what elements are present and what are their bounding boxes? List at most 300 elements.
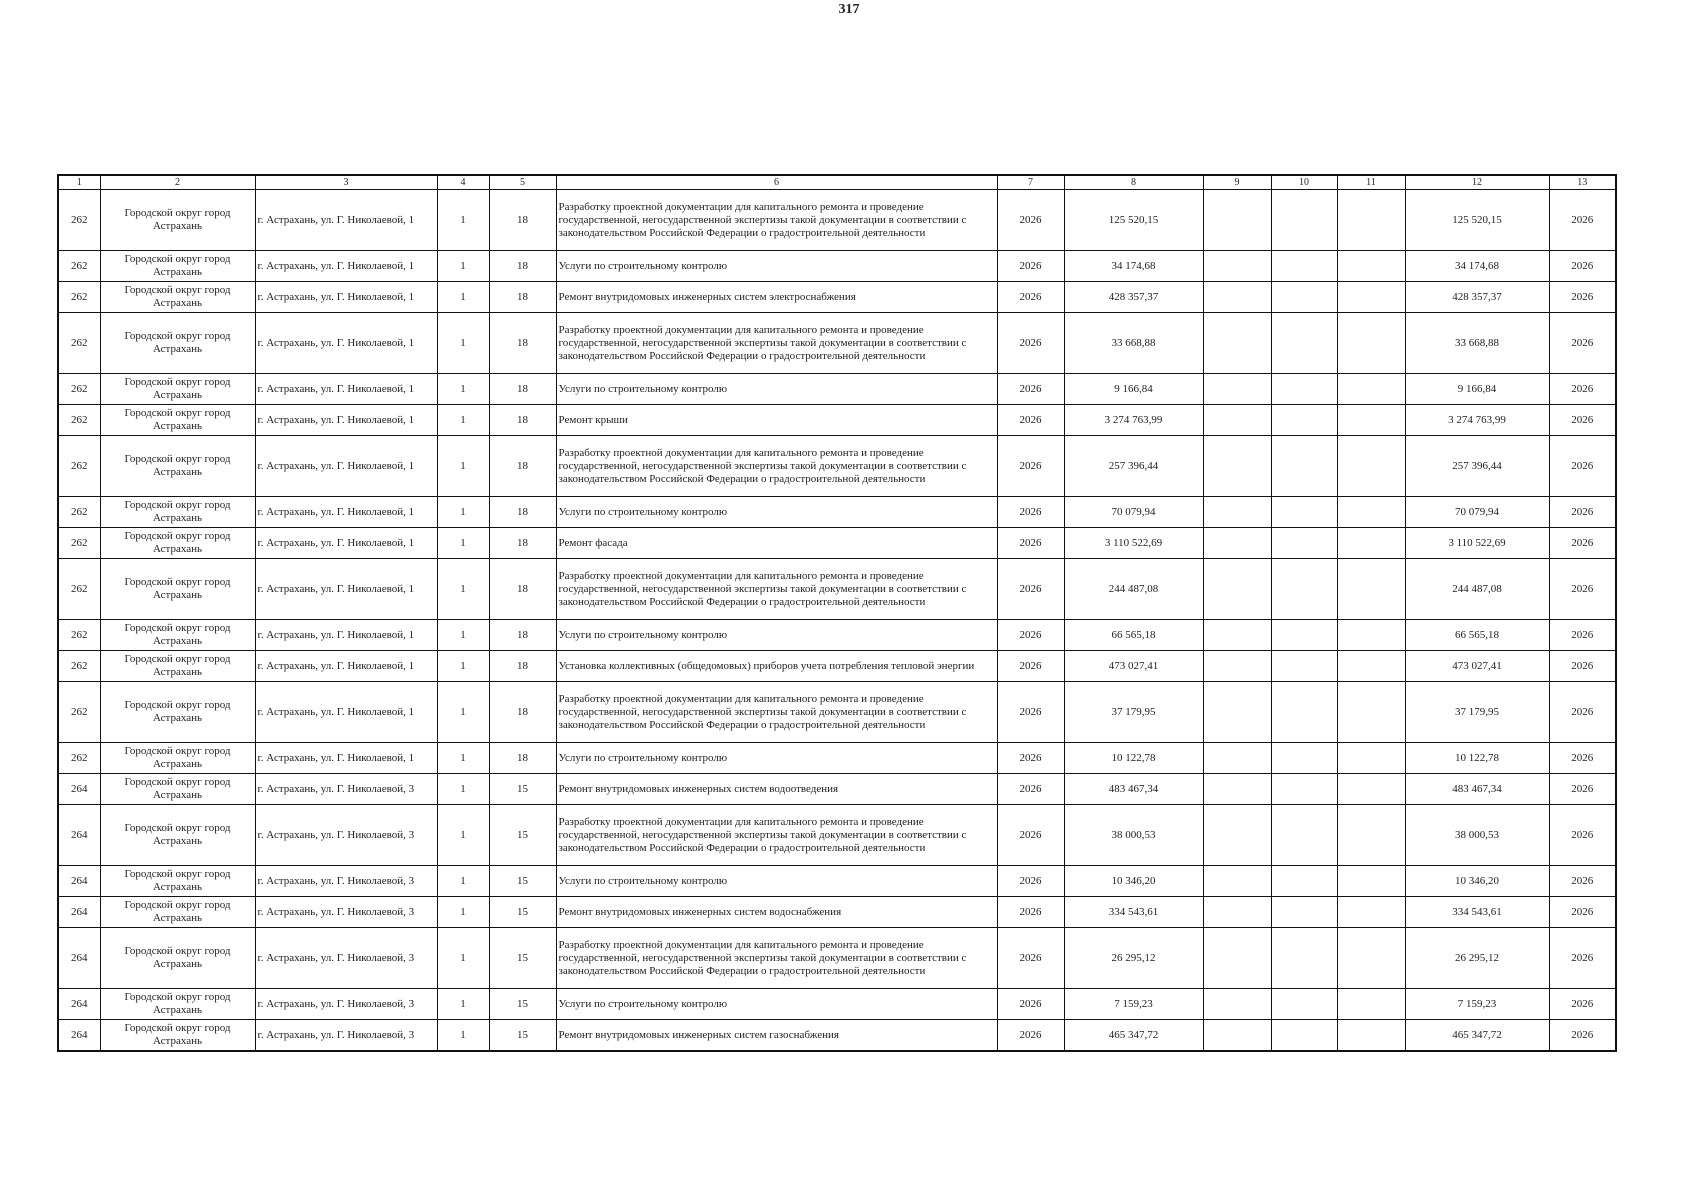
year-cell: 2026 xyxy=(997,928,1064,989)
amount-cell: 33 668,88 xyxy=(1064,313,1203,374)
municipality-cell: Городской округ город Астрахань xyxy=(100,528,255,559)
work-type-cell: Услуги по строительному контролю xyxy=(556,866,997,897)
amount-cell: 244 487,08 xyxy=(1064,559,1203,620)
column-4-cell: 1 xyxy=(437,251,489,282)
year-cell: 2026 xyxy=(997,682,1064,743)
column-11-cell xyxy=(1337,251,1405,282)
table-row xyxy=(58,497,1616,528)
table-row xyxy=(58,436,1616,497)
column-10-cell xyxy=(1271,190,1337,251)
row-number: 262 xyxy=(58,528,100,559)
table-row xyxy=(58,405,1616,436)
column-4-cell: 1 xyxy=(437,374,489,405)
work-type-cell: Разработку проектной документации для капитального ремонта и проведение государственной, негосударственной экспертизы такой документации в соответствии с законодательством Российской Федерации о градостроительной деятельности xyxy=(556,190,997,251)
amount-total-cell: 465 347,72 xyxy=(1405,1020,1549,1052)
column-9-cell xyxy=(1203,805,1271,866)
amount-cell: 37 179,95 xyxy=(1064,682,1203,743)
row-number: 262 xyxy=(58,436,100,497)
column-10-cell xyxy=(1271,774,1337,805)
row-number: 262 xyxy=(58,559,100,620)
year-cell: 2026 xyxy=(997,743,1064,774)
completion-year-cell: 2026 xyxy=(1549,282,1616,313)
work-type-cell: Ремонт внутридомовых инженерных систем водоснабжения xyxy=(556,897,997,928)
completion-year-cell: 2026 xyxy=(1549,805,1616,866)
table-row xyxy=(58,682,1616,743)
amount-total-cell: 37 179,95 xyxy=(1405,682,1549,743)
column-9-cell xyxy=(1203,313,1271,374)
year-cell: 2026 xyxy=(997,282,1064,313)
column-11-cell xyxy=(1337,282,1405,313)
column-10-cell xyxy=(1271,559,1337,620)
works-table xyxy=(57,174,1617,1052)
amount-cell: 66 565,18 xyxy=(1064,620,1203,651)
column-number-8: 8 xyxy=(1064,175,1203,190)
table-row xyxy=(58,190,1616,251)
column-11-cell xyxy=(1337,190,1405,251)
table-row xyxy=(58,620,1616,651)
work-type-cell: Ремонт фасада xyxy=(556,528,997,559)
municipality-cell: Городской округ город Астрахань xyxy=(100,928,255,989)
column-number-11: 11 xyxy=(1337,175,1405,190)
municipality-cell: Городской округ город Астрахань xyxy=(100,774,255,805)
work-type-cell: Услуги по строительному контролю xyxy=(556,989,997,1020)
address-cell: г. Астрахань, ул. Г. Николаевой, 1 xyxy=(255,682,437,743)
amount-cell: 3 274 763,99 xyxy=(1064,405,1203,436)
column-10-cell xyxy=(1271,313,1337,374)
column-4-cell: 1 xyxy=(437,559,489,620)
address-cell: г. Астрахань, ул. Г. Николаевой, 1 xyxy=(255,743,437,774)
municipality-cell: Городской округ город Астрахань xyxy=(100,559,255,620)
municipality-cell: Городской округ город Астрахань xyxy=(100,743,255,774)
municipality-cell: Городской округ город Астрахань xyxy=(100,405,255,436)
row-number: 262 xyxy=(58,282,100,313)
table-row xyxy=(58,774,1616,805)
amount-total-cell: 34 174,68 xyxy=(1405,251,1549,282)
address-cell: г. Астрахань, ул. Г. Николаевой, 1 xyxy=(255,559,437,620)
year-cell: 2026 xyxy=(997,497,1064,528)
municipality-cell: Городской округ город Астрахань xyxy=(100,866,255,897)
municipality-cell: Городской округ город Астрахань xyxy=(100,620,255,651)
amount-cell: 10 346,20 xyxy=(1064,866,1203,897)
column-10-cell xyxy=(1271,620,1337,651)
column-number-12: 12 xyxy=(1405,175,1549,190)
year-cell: 2026 xyxy=(997,774,1064,805)
address-cell: г. Астрахань, ул. Г. Николаевой, 1 xyxy=(255,313,437,374)
completion-year-cell: 2026 xyxy=(1549,866,1616,897)
address-cell: г. Астрахань, ул. Г. Николаевой, 1 xyxy=(255,651,437,682)
column-11-cell xyxy=(1337,374,1405,405)
municipality-cell: Городской округ город Астрахань xyxy=(100,651,255,682)
column-4-cell: 1 xyxy=(437,405,489,436)
column-11-cell xyxy=(1337,897,1405,928)
address-cell: г. Астрахань, ул. Г. Николаевой, 3 xyxy=(255,897,437,928)
column-11-cell xyxy=(1337,774,1405,805)
column-9-cell xyxy=(1203,651,1271,682)
amount-total-cell: 33 668,88 xyxy=(1405,313,1549,374)
table-row xyxy=(58,897,1616,928)
year-cell: 2026 xyxy=(997,405,1064,436)
amount-total-cell: 125 520,15 xyxy=(1405,190,1549,251)
year-cell: 2026 xyxy=(997,866,1064,897)
column-11-cell xyxy=(1337,651,1405,682)
amount-total-cell: 9 166,84 xyxy=(1405,374,1549,405)
amount-total-cell: 26 295,12 xyxy=(1405,928,1549,989)
column-10-cell xyxy=(1271,805,1337,866)
amount-total-cell: 66 565,18 xyxy=(1405,620,1549,651)
year-cell: 2026 xyxy=(997,313,1064,374)
amount-total-cell: 428 357,37 xyxy=(1405,282,1549,313)
municipality-cell: Городской округ город Астрахань xyxy=(100,374,255,405)
column-11-cell xyxy=(1337,682,1405,743)
year-cell: 2026 xyxy=(997,897,1064,928)
work-type-cell: Услуги по строительному контролю xyxy=(556,374,997,405)
column-9-cell xyxy=(1203,528,1271,559)
column-11-cell xyxy=(1337,313,1405,374)
completion-year-cell: 2026 xyxy=(1549,497,1616,528)
column-10-cell xyxy=(1271,682,1337,743)
column-10-cell xyxy=(1271,989,1337,1020)
address-cell: г. Астрахань, ул. Г. Николаевой, 1 xyxy=(255,374,437,405)
municipality-cell: Городской округ город Астрахань xyxy=(100,282,255,313)
column-5-cell: 18 xyxy=(489,559,556,620)
column-4-cell: 1 xyxy=(437,1020,489,1052)
page-number: 317 xyxy=(838,2,860,17)
amount-cell: 9 166,84 xyxy=(1064,374,1203,405)
column-10-cell xyxy=(1271,528,1337,559)
work-type-cell: Разработку проектной документации для капитального ремонта и проведение государственной, негосударственной экспертизы такой документации в соответствии с законодательством Российской Федерации о градостроительной деятельности xyxy=(556,436,997,497)
completion-year-cell: 2026 xyxy=(1549,989,1616,1020)
table-row xyxy=(58,989,1616,1020)
column-9-cell xyxy=(1203,989,1271,1020)
row-number: 264 xyxy=(58,989,100,1020)
column-5-cell: 18 xyxy=(489,405,556,436)
column-9-cell xyxy=(1203,559,1271,620)
address-cell: г. Астрахань, ул. Г. Николаевой, 1 xyxy=(255,620,437,651)
column-4-cell: 1 xyxy=(437,497,489,528)
work-type-cell: Услуги по строительному контролю xyxy=(556,497,997,528)
year-cell: 2026 xyxy=(997,620,1064,651)
year-cell: 2026 xyxy=(997,251,1064,282)
table-body xyxy=(58,190,1616,1052)
work-type-cell: Разработку проектной документации для капитального ремонта и проведение государственной, негосударственной экспертизы такой документации в соответствии с законодательством Российской Федерации о градостроительной деятельности xyxy=(556,805,997,866)
column-11-cell xyxy=(1337,497,1405,528)
column-10-cell xyxy=(1271,866,1337,897)
column-5-cell: 15 xyxy=(489,866,556,897)
completion-year-cell: 2026 xyxy=(1549,251,1616,282)
table-row xyxy=(58,1020,1616,1052)
column-5-cell: 18 xyxy=(489,497,556,528)
row-number: 262 xyxy=(58,374,100,405)
address-cell: г. Астрахань, ул. Г. Николаевой, 3 xyxy=(255,774,437,805)
year-cell: 2026 xyxy=(997,528,1064,559)
row-number: 262 xyxy=(58,251,100,282)
municipality-cell: Городской округ город Астрахань xyxy=(100,682,255,743)
work-type-cell: Разработку проектной документации для капитального ремонта и проведение государственной, негосударственной экспертизы такой документации в соответствии с законодательством Российской Федерации о градостроительной деятельности xyxy=(556,313,997,374)
column-4-cell: 1 xyxy=(437,313,489,374)
amount-total-cell: 483 467,34 xyxy=(1405,774,1549,805)
amount-total-cell: 10 122,78 xyxy=(1405,743,1549,774)
completion-year-cell: 2026 xyxy=(1549,743,1616,774)
work-type-cell: Установка коллективных (общедомовых) приборов учета потребления тепловой энергии xyxy=(556,651,997,682)
row-number: 262 xyxy=(58,497,100,528)
row-number: 264 xyxy=(58,805,100,866)
column-9-cell xyxy=(1203,251,1271,282)
municipality-cell: Городской округ город Астрахань xyxy=(100,805,255,866)
completion-year-cell: 2026 xyxy=(1549,559,1616,620)
table-row xyxy=(58,528,1616,559)
column-number-4: 4 xyxy=(437,175,489,190)
table-row xyxy=(58,928,1616,989)
completion-year-cell: 2026 xyxy=(1549,1020,1616,1052)
completion-year-cell: 2026 xyxy=(1549,682,1616,743)
year-cell: 2026 xyxy=(997,805,1064,866)
column-11-cell xyxy=(1337,928,1405,989)
column-4-cell: 1 xyxy=(437,866,489,897)
column-number-13: 13 xyxy=(1549,175,1616,190)
column-11-cell xyxy=(1337,866,1405,897)
column-5-cell: 15 xyxy=(489,805,556,866)
amount-total-cell: 244 487,08 xyxy=(1405,559,1549,620)
row-number: 262 xyxy=(58,405,100,436)
column-9-cell xyxy=(1203,282,1271,313)
address-cell: г. Астрахань, ул. Г. Николаевой, 1 xyxy=(255,436,437,497)
column-number-2: 2 xyxy=(100,175,255,190)
column-9-cell xyxy=(1203,497,1271,528)
column-number-5: 5 xyxy=(489,175,556,190)
column-9-cell xyxy=(1203,866,1271,897)
column-number-7: 7 xyxy=(997,175,1064,190)
column-number-1: 1 xyxy=(58,175,100,190)
municipality-cell: Городской округ город Астрахань xyxy=(100,1020,255,1052)
column-5-cell: 15 xyxy=(489,928,556,989)
table-row xyxy=(58,313,1616,374)
row-number: 264 xyxy=(58,928,100,989)
work-type-cell: Разработку проектной документации для капитального ремонта и проведение государственной, негосударственной экспертизы такой документации в соответствии с законодательством Российской Федерации о градостроительной деятельности xyxy=(556,928,997,989)
amount-total-cell: 38 000,53 xyxy=(1405,805,1549,866)
work-type-cell: Ремонт крыши xyxy=(556,405,997,436)
address-cell: г. Астрахань, ул. Г. Николаевой, 3 xyxy=(255,1020,437,1052)
column-4-cell: 1 xyxy=(437,897,489,928)
completion-year-cell: 2026 xyxy=(1549,528,1616,559)
row-number: 264 xyxy=(58,866,100,897)
amount-cell: 483 467,34 xyxy=(1064,774,1203,805)
column-number-9: 9 xyxy=(1203,175,1271,190)
row-number: 262 xyxy=(58,313,100,374)
amount-total-cell: 7 159,23 xyxy=(1405,989,1549,1020)
column-9-cell xyxy=(1203,928,1271,989)
municipality-cell: Городской округ город Астрахань xyxy=(100,251,255,282)
column-4-cell: 1 xyxy=(437,651,489,682)
amount-cell: 10 122,78 xyxy=(1064,743,1203,774)
completion-year-cell: 2026 xyxy=(1549,928,1616,989)
column-number-10: 10 xyxy=(1271,175,1337,190)
amount-cell: 465 347,72 xyxy=(1064,1020,1203,1052)
amount-total-cell: 70 079,94 xyxy=(1405,497,1549,528)
table-row xyxy=(58,743,1616,774)
column-11-cell xyxy=(1337,528,1405,559)
address-cell: г. Астрахань, ул. Г. Николаевой, 1 xyxy=(255,282,437,313)
row-number: 262 xyxy=(58,743,100,774)
municipality-cell: Городской округ город Астрахань xyxy=(100,989,255,1020)
column-4-cell: 1 xyxy=(437,282,489,313)
column-5-cell: 18 xyxy=(489,743,556,774)
table-row xyxy=(58,866,1616,897)
work-type-cell: Ремонт внутридомовых инженерных систем газоснабжения xyxy=(556,1020,997,1052)
column-11-cell xyxy=(1337,743,1405,774)
year-cell: 2026 xyxy=(997,989,1064,1020)
table-row xyxy=(58,559,1616,620)
year-cell: 2026 xyxy=(997,436,1064,497)
row-number: 262 xyxy=(58,682,100,743)
column-10-cell xyxy=(1271,497,1337,528)
column-9-cell xyxy=(1203,774,1271,805)
column-11-cell xyxy=(1337,1020,1405,1052)
municipality-cell: Городской округ город Астрахань xyxy=(100,497,255,528)
year-cell: 2026 xyxy=(997,374,1064,405)
column-10-cell xyxy=(1271,651,1337,682)
column-9-cell xyxy=(1203,682,1271,743)
work-type-cell: Ремонт внутридомовых инженерных систем электроснабжения xyxy=(556,282,997,313)
column-10-cell xyxy=(1271,374,1337,405)
column-11-cell xyxy=(1337,436,1405,497)
year-cell: 2026 xyxy=(997,651,1064,682)
table-row xyxy=(58,805,1616,866)
column-9-cell xyxy=(1203,190,1271,251)
work-type-cell: Ремонт внутридомовых инженерных систем водоотведения xyxy=(556,774,997,805)
municipality-cell: Городской округ город Астрахань xyxy=(100,313,255,374)
column-9-cell xyxy=(1203,743,1271,774)
amount-cell: 334 543,61 xyxy=(1064,897,1203,928)
completion-year-cell: 2026 xyxy=(1549,436,1616,497)
work-type-cell: Разработку проектной документации для капитального ремонта и проведение государственной, негосударственной экспертизы такой документации в соответствии с законодательством Российской Федерации о градостроительной деятельности xyxy=(556,682,997,743)
column-4-cell: 1 xyxy=(437,928,489,989)
column-10-cell xyxy=(1271,1020,1337,1052)
address-cell: г. Астрахань, ул. Г. Николаевой, 3 xyxy=(255,928,437,989)
column-5-cell: 18 xyxy=(489,190,556,251)
column-5-cell: 18 xyxy=(489,682,556,743)
completion-year-cell: 2026 xyxy=(1549,374,1616,405)
amount-cell: 38 000,53 xyxy=(1064,805,1203,866)
amount-total-cell: 334 543,61 xyxy=(1405,897,1549,928)
column-9-cell xyxy=(1203,405,1271,436)
amount-cell: 257 396,44 xyxy=(1064,436,1203,497)
municipality-cell: Городской округ город Астрахань xyxy=(100,190,255,251)
work-type-cell: Услуги по строительному контролю xyxy=(556,620,997,651)
year-cell: 2026 xyxy=(997,559,1064,620)
column-11-cell xyxy=(1337,620,1405,651)
column-11-cell xyxy=(1337,805,1405,866)
amount-total-cell: 3 274 763,99 xyxy=(1405,405,1549,436)
column-5-cell: 18 xyxy=(489,528,556,559)
address-cell: г. Астрахань, ул. Г. Николаевой, 1 xyxy=(255,190,437,251)
municipality-cell: Городской округ город Астрахань xyxy=(100,897,255,928)
column-5-cell: 15 xyxy=(489,897,556,928)
column-4-cell: 1 xyxy=(437,989,489,1020)
column-number-6: 6 xyxy=(556,175,997,190)
column-number-3: 3 xyxy=(255,175,437,190)
column-4-cell: 1 xyxy=(437,774,489,805)
column-5-cell: 15 xyxy=(489,989,556,1020)
address-cell: г. Астрахань, ул. Г. Николаевой, 3 xyxy=(255,805,437,866)
column-9-cell xyxy=(1203,897,1271,928)
amount-cell: 70 079,94 xyxy=(1064,497,1203,528)
column-4-cell: 1 xyxy=(437,620,489,651)
completion-year-cell: 2026 xyxy=(1549,897,1616,928)
column-9-cell xyxy=(1203,620,1271,651)
row-number: 262 xyxy=(58,651,100,682)
completion-year-cell: 2026 xyxy=(1549,651,1616,682)
address-cell: г. Астрахань, ул. Г. Николаевой, 3 xyxy=(255,989,437,1020)
completion-year-cell: 2026 xyxy=(1549,313,1616,374)
table-row xyxy=(58,651,1616,682)
table-row xyxy=(58,251,1616,282)
amount-cell: 428 357,37 xyxy=(1064,282,1203,313)
table-row xyxy=(58,374,1616,405)
table-row xyxy=(58,282,1616,313)
address-cell: г. Астрахань, ул. Г. Николаевой, 1 xyxy=(255,528,437,559)
column-4-cell: 1 xyxy=(437,436,489,497)
column-11-cell xyxy=(1337,405,1405,436)
completion-year-cell: 2026 xyxy=(1549,774,1616,805)
column-4-cell: 1 xyxy=(437,528,489,559)
column-9-cell xyxy=(1203,374,1271,405)
column-10-cell xyxy=(1271,928,1337,989)
column-11-cell xyxy=(1337,559,1405,620)
completion-year-cell: 2026 xyxy=(1549,405,1616,436)
column-5-cell: 15 xyxy=(489,1020,556,1052)
address-cell: г. Астрахань, ул. Г. Николаевой, 1 xyxy=(255,497,437,528)
work-type-cell: Услуги по строительному контролю xyxy=(556,743,997,774)
column-5-cell: 18 xyxy=(489,651,556,682)
work-type-cell: Разработку проектной документации для капитального ремонта и проведение государственной, негосударственной экспертизы такой документации в соответствии с законодательством Российской Федерации о градостроительной деятельности xyxy=(556,559,997,620)
amount-total-cell: 3 110 522,69 xyxy=(1405,528,1549,559)
amount-cell: 7 159,23 xyxy=(1064,989,1203,1020)
column-4-cell: 1 xyxy=(437,805,489,866)
column-5-cell: 18 xyxy=(489,620,556,651)
amount-cell: 125 520,15 xyxy=(1064,190,1203,251)
amount-total-cell: 473 027,41 xyxy=(1405,651,1549,682)
amount-cell: 34 174,68 xyxy=(1064,251,1203,282)
column-5-cell: 15 xyxy=(489,774,556,805)
address-cell: г. Астрахань, ул. Г. Николаевой, 1 xyxy=(255,251,437,282)
column-4-cell: 1 xyxy=(437,743,489,774)
municipality-cell: Городской округ город Астрахань xyxy=(100,436,255,497)
year-cell: 2026 xyxy=(997,190,1064,251)
row-number: 262 xyxy=(58,190,100,251)
column-10-cell xyxy=(1271,743,1337,774)
column-number-row xyxy=(58,175,1616,190)
amount-cell: 26 295,12 xyxy=(1064,928,1203,989)
column-10-cell xyxy=(1271,282,1337,313)
completion-year-cell: 2026 xyxy=(1549,620,1616,651)
column-5-cell: 18 xyxy=(489,282,556,313)
row-number: 264 xyxy=(58,897,100,928)
amount-cell: 3 110 522,69 xyxy=(1064,528,1203,559)
column-10-cell xyxy=(1271,251,1337,282)
amount-total-cell: 257 396,44 xyxy=(1405,436,1549,497)
column-4-cell: 1 xyxy=(437,682,489,743)
work-type-cell: Услуги по строительному контролю xyxy=(556,251,997,282)
column-5-cell: 18 xyxy=(489,251,556,282)
column-5-cell: 18 xyxy=(489,313,556,374)
address-cell: г. Астрахань, ул. Г. Николаевой, 3 xyxy=(255,866,437,897)
column-11-cell xyxy=(1337,989,1405,1020)
amount-cell: 473 027,41 xyxy=(1064,651,1203,682)
column-5-cell: 18 xyxy=(489,436,556,497)
row-number: 262 xyxy=(58,620,100,651)
completion-year-cell: 2026 xyxy=(1549,190,1616,251)
column-9-cell xyxy=(1203,436,1271,497)
